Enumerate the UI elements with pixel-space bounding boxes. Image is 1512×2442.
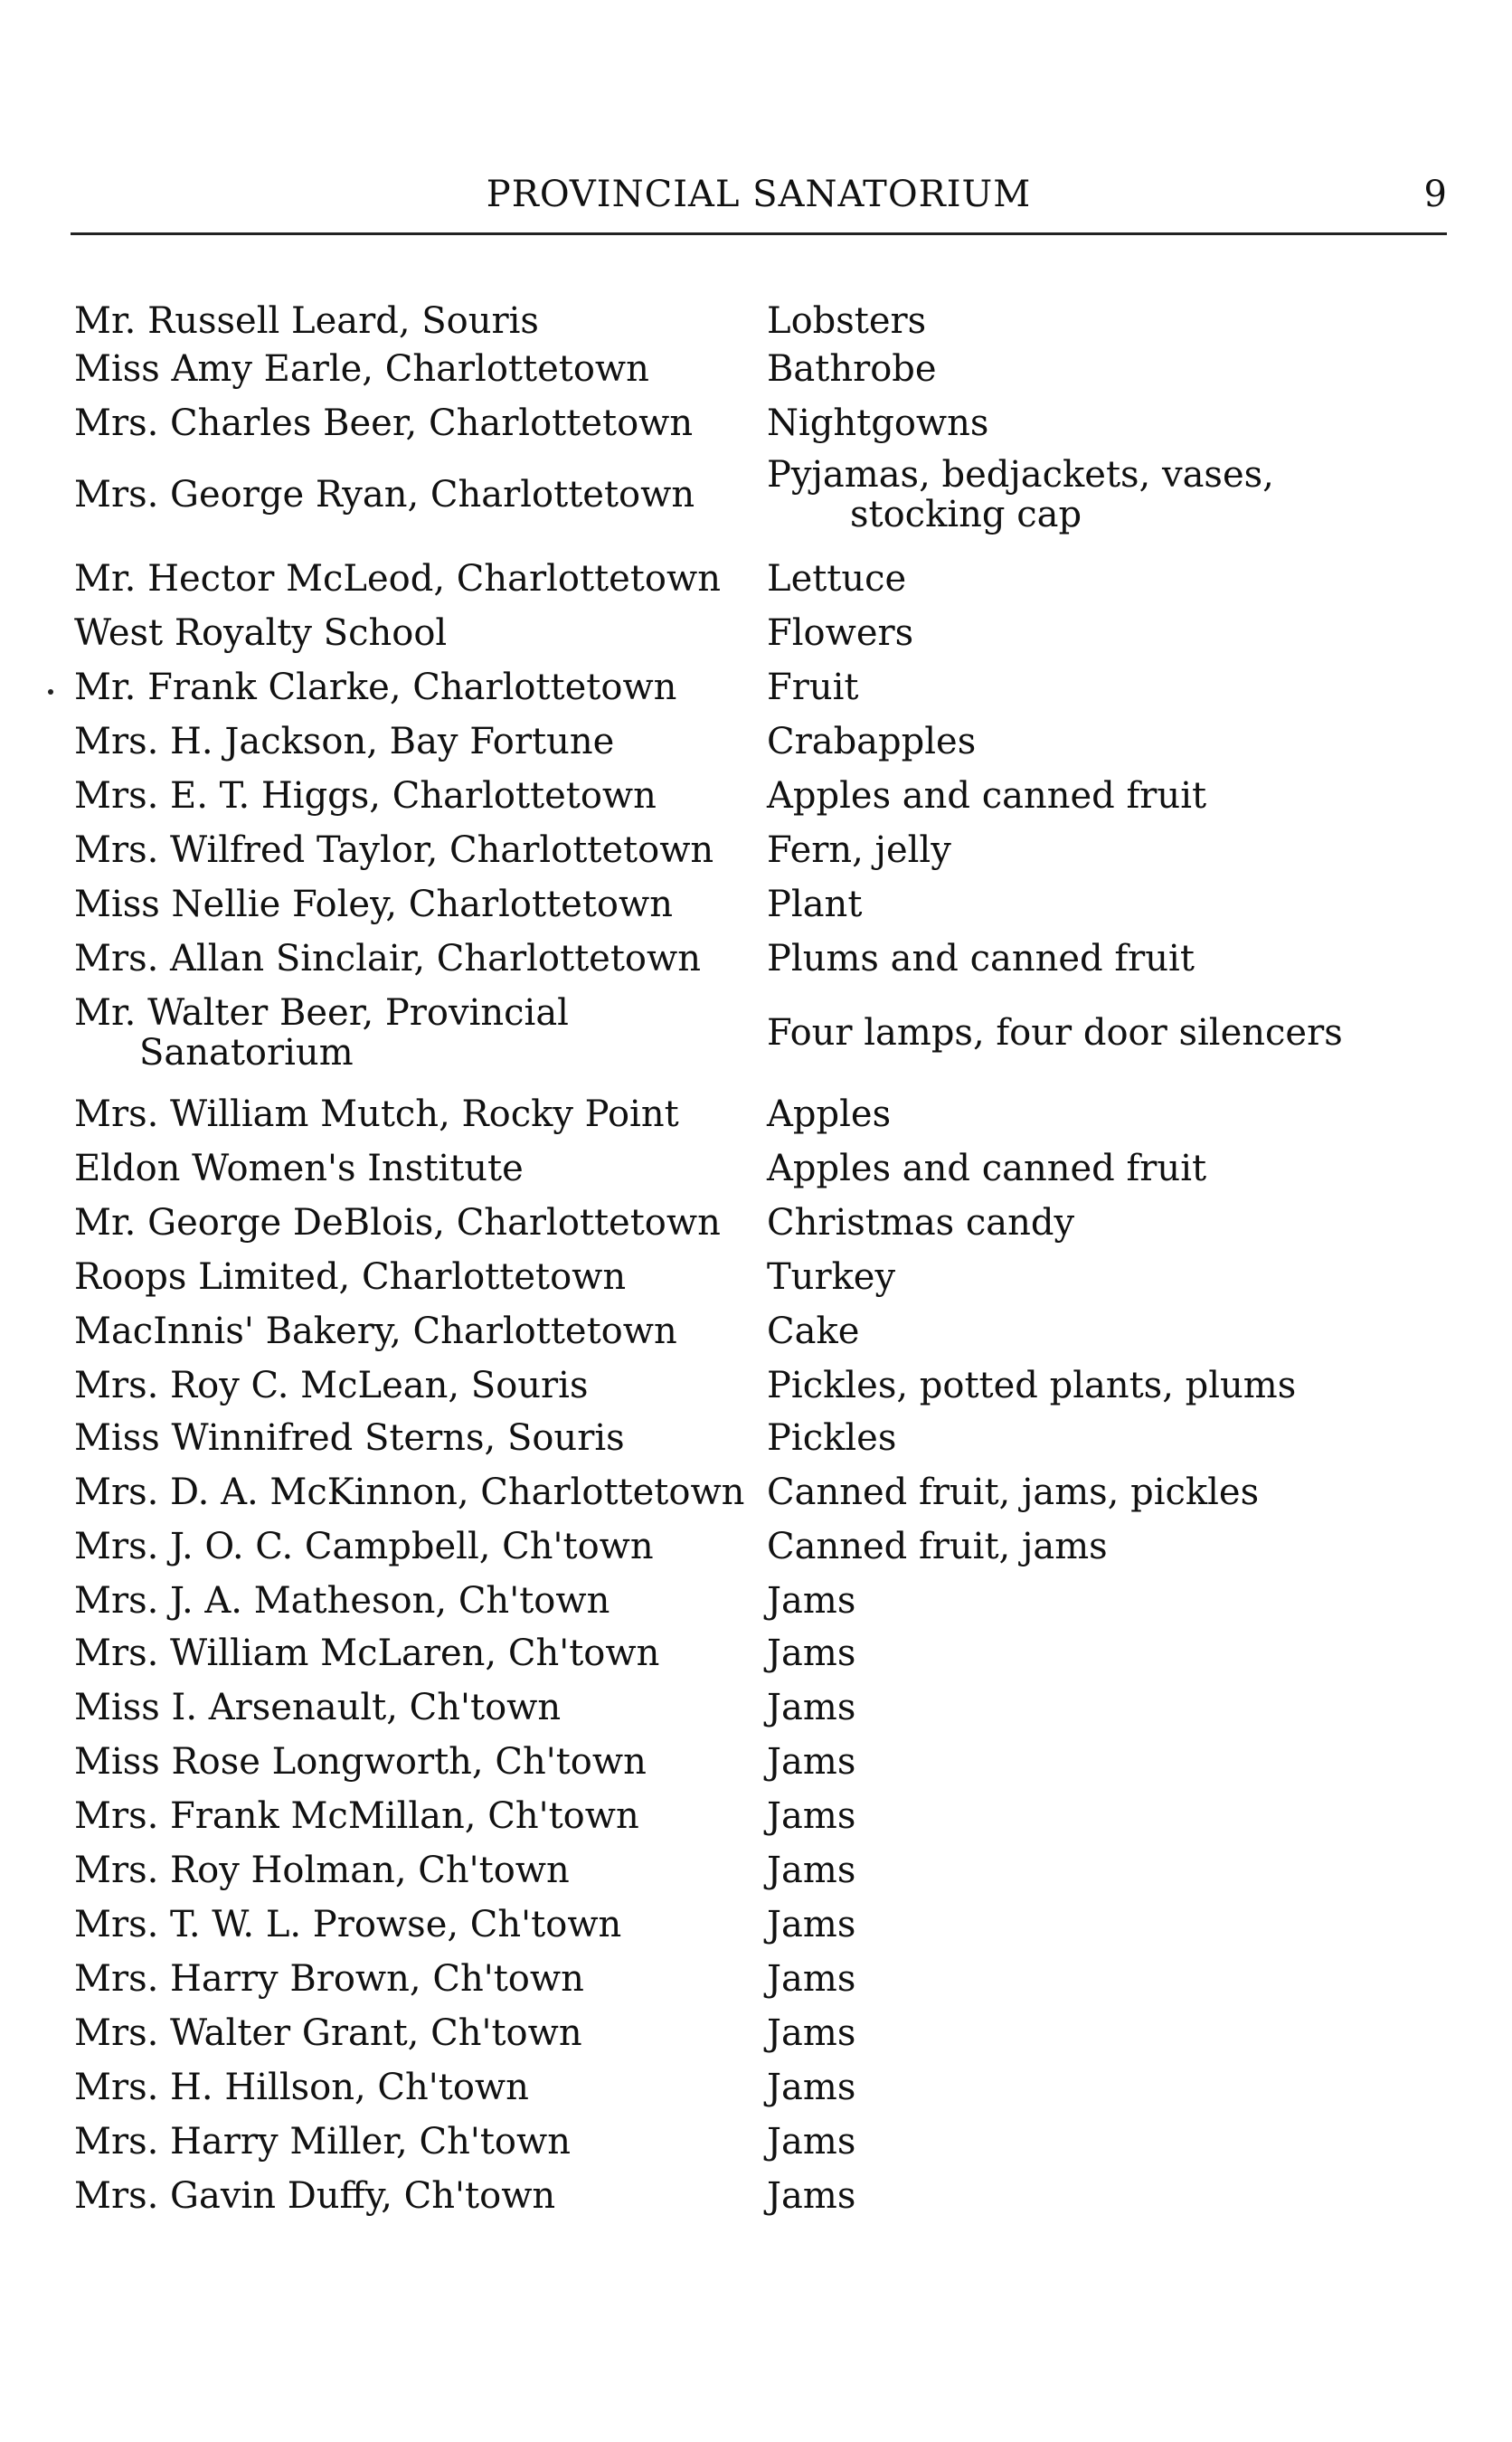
running-header bbox=[71, 174, 1447, 230]
gift-description bbox=[767, 1149, 1472, 1188]
gift-description bbox=[767, 1905, 1472, 1945]
donor-name bbox=[74, 1850, 761, 1890]
gift-line: Nightgowns bbox=[767, 402, 989, 444]
donor-name bbox=[74, 1094, 761, 1134]
donor-line: Roops Limited, Charlottetown bbox=[74, 1256, 627, 1298]
gift-line: Plant bbox=[767, 884, 863, 925]
gift-line: Pickles, potted plants, plums bbox=[767, 1365, 1297, 1406]
donor-line: Miss Winnifred Sterns, Souris bbox=[74, 1417, 625, 1459]
gift-line: Turkey bbox=[767, 1256, 896, 1298]
donor-line: Mrs. J. O. C. Campbell, Ch'town bbox=[74, 1526, 654, 1567]
gift-description bbox=[767, 939, 1472, 979]
donor-name bbox=[74, 559, 761, 599]
gift-line: Bathrobe bbox=[767, 348, 937, 390]
donor-name bbox=[74, 475, 761, 515]
gift-line: Pyjamas, bedjackets, vases, bbox=[767, 454, 1274, 496]
gift-description bbox=[767, 1959, 1472, 1999]
gift-description bbox=[767, 1311, 1472, 1351]
donor-line: Mr. Frank Clarke, Charlottetown bbox=[74, 667, 677, 708]
donor-line: Mrs. E. T. Higgs, Charlottetown bbox=[74, 775, 657, 817]
gift-line: Lobsters bbox=[767, 300, 927, 342]
gift-line: Pickles bbox=[767, 1417, 897, 1459]
page-number: 9 bbox=[1423, 174, 1447, 215]
donor-line: Miss Rose Longworth, Ch'town bbox=[74, 1741, 647, 1783]
donor-name bbox=[74, 613, 761, 653]
gift-description bbox=[767, 2122, 1472, 2162]
header-rule bbox=[71, 232, 1447, 235]
gift-line: Jams bbox=[767, 1958, 856, 2000]
donor-name bbox=[74, 1311, 761, 1351]
donor-line: Mrs. H. Hillson, Ch'town bbox=[74, 2067, 529, 2108]
gift-line: Plums and canned fruit bbox=[767, 938, 1195, 980]
gift-description bbox=[767, 1472, 1472, 1512]
donor-line: West Royalty School bbox=[74, 612, 448, 654]
gift-line: Apples and canned fruit bbox=[767, 775, 1207, 817]
donor-name bbox=[74, 1527, 761, 1566]
gift-description bbox=[767, 1366, 1472, 1406]
donor-line: Miss I. Arsenault, Ch'town bbox=[74, 1687, 562, 1728]
gift-line: Apples bbox=[767, 1093, 892, 1135]
donor-name bbox=[74, 939, 761, 979]
donor-line: Mrs. George Ryan, Charlottetown bbox=[74, 474, 695, 516]
gift-line-continued: stocking cap bbox=[850, 494, 1082, 535]
gift-description bbox=[767, 667, 1472, 707]
gift-line: Jams bbox=[767, 1687, 856, 1728]
donor-line: Mrs. Roy Holman, Ch'town bbox=[74, 1850, 570, 1891]
gift-line: Jams bbox=[767, 2012, 856, 2054]
donor-name bbox=[74, 776, 761, 816]
gift-description bbox=[767, 559, 1472, 599]
donor-line: Mr. Walter Beer, Provincial bbox=[74, 992, 569, 1034]
donor-name bbox=[74, 1959, 761, 1999]
donor-line: Miss Amy Earle, Charlottetown bbox=[74, 348, 649, 390]
donor-name bbox=[74, 2176, 761, 2216]
gift-line: Jams bbox=[767, 1633, 856, 1674]
gift-line: Jams bbox=[767, 1850, 856, 1891]
donor-line: Mrs. D. A. McKinnon, Charlottetown bbox=[74, 1472, 745, 1513]
gift-description bbox=[767, 349, 1472, 389]
donor-line: Mr. Hector McLeod, Charlottetown bbox=[74, 558, 721, 600]
donor-line: Mrs. Allan Sinclair, Charlottetown bbox=[74, 938, 701, 980]
donor-line: Mrs. Walter Grant, Ch'town bbox=[74, 2012, 582, 2054]
donor-line: Mrs. Harry Miller, Ch'town bbox=[74, 2121, 572, 2163]
donor-name bbox=[74, 2068, 761, 2107]
donor-line: Mrs. Charles Beer, Charlottetown bbox=[74, 402, 694, 444]
gift-line: Jams bbox=[767, 1795, 856, 1837]
donor-name bbox=[74, 722, 761, 762]
gift-description bbox=[767, 1527, 1472, 1566]
gift-description bbox=[767, 722, 1472, 762]
donor-line: Mrs. Harry Brown, Ch'town bbox=[74, 1958, 584, 2000]
page-title: PROVINCIAL SANATORIUM bbox=[486, 174, 1032, 215]
donor-name bbox=[74, 993, 761, 1073]
gift-description bbox=[767, 2013, 1472, 2053]
gift-line: Lettuce bbox=[767, 558, 907, 600]
donor-line: Mrs. Gavin Duffy, Ch'town bbox=[74, 2175, 556, 2217]
gift-description bbox=[767, 1418, 1472, 1458]
donor-line: Miss Nellie Foley, Charlottetown bbox=[74, 884, 673, 925]
stray-print-mark bbox=[48, 689, 53, 695]
donor-name bbox=[74, 349, 761, 389]
gift-line: Fruit bbox=[767, 667, 859, 708]
gift-description bbox=[767, 1257, 1472, 1297]
donor-line: Mr. George DeBlois, Charlottetown bbox=[74, 1202, 721, 1244]
gift-line: Christmas candy bbox=[767, 1202, 1075, 1244]
gift-line: Fern, jelly bbox=[767, 829, 951, 871]
donor-name bbox=[74, 2122, 761, 2162]
gift-line: Apples and canned fruit bbox=[767, 1148, 1207, 1189]
gift-description bbox=[767, 1742, 1472, 1782]
donor-name bbox=[74, 403, 761, 443]
gift-description bbox=[767, 1094, 1472, 1134]
gift-line: Flowers bbox=[767, 612, 914, 654]
donor-name bbox=[74, 1472, 761, 1512]
gift-description bbox=[767, 455, 1472, 535]
donor-name bbox=[74, 1203, 761, 1243]
gift-description bbox=[767, 1013, 1472, 1053]
gift-line: Jams bbox=[767, 1741, 856, 1783]
gift-description bbox=[767, 1850, 1472, 1890]
donor-line: Mrs. William McLaren, Ch'town bbox=[74, 1633, 660, 1674]
gift-line: Cake bbox=[767, 1311, 860, 1352]
gift-description bbox=[767, 301, 1472, 341]
gift-line: Jams bbox=[767, 1904, 856, 1945]
donor-name bbox=[74, 830, 761, 870]
gift-line: Canned fruit, jams bbox=[767, 1526, 1108, 1567]
gift-description bbox=[767, 776, 1472, 816]
donor-name bbox=[74, 1688, 761, 1727]
donor-line: Mrs. William Mutch, Rocky Point bbox=[74, 1093, 679, 1135]
donor-name bbox=[74, 885, 761, 924]
donor-name bbox=[74, 1149, 761, 1188]
gift-line: Jams bbox=[767, 2121, 856, 2163]
donor-name bbox=[74, 1581, 761, 1621]
gift-description bbox=[767, 1581, 1472, 1621]
donor-name bbox=[74, 1633, 761, 1673]
gift-line: Jams bbox=[767, 2067, 856, 2108]
donor-line: Mrs. T. W. L. Prowse, Ch'town bbox=[74, 1904, 622, 1945]
donor-name bbox=[74, 667, 761, 707]
donor-name bbox=[74, 1366, 761, 1406]
donor-name bbox=[74, 2013, 761, 2053]
gift-description bbox=[767, 1796, 1472, 1836]
gift-line: Canned fruit, jams, pickles bbox=[767, 1472, 1260, 1513]
gift-line: Crabapples bbox=[767, 721, 977, 762]
donor-line: MacInnis' Bakery, Charlottetown bbox=[74, 1311, 677, 1352]
gift-description bbox=[767, 403, 1472, 443]
donor-name bbox=[74, 1796, 761, 1836]
donor-name bbox=[74, 1418, 761, 1458]
gift-line: Jams bbox=[767, 1580, 856, 1622]
gift-description bbox=[767, 830, 1472, 870]
gift-description bbox=[767, 1688, 1472, 1727]
gift-description bbox=[767, 885, 1472, 924]
gift-line: Four lamps, four door silencers bbox=[767, 1012, 1343, 1054]
donor-name bbox=[74, 1905, 761, 1945]
gift-line: Jams bbox=[767, 2175, 856, 2217]
donor-line: Mr. Russell Leard, Souris bbox=[74, 300, 539, 342]
donor-line: Mrs. Roy C. McLean, Souris bbox=[74, 1365, 589, 1406]
gift-description bbox=[767, 1203, 1472, 1243]
donor-line: Eldon Women's Institute bbox=[74, 1148, 524, 1189]
donor-line: Mrs. H. Jackson, Bay Fortune bbox=[74, 721, 615, 762]
gift-description bbox=[767, 2068, 1472, 2107]
gift-description bbox=[767, 1633, 1472, 1673]
donor-name bbox=[74, 301, 761, 341]
gift-description bbox=[767, 2176, 1472, 2216]
donor-name bbox=[74, 1257, 761, 1297]
donor-name bbox=[74, 1742, 761, 1782]
gift-description bbox=[767, 613, 1472, 653]
donor-line: Mrs. J. A. Matheson, Ch'town bbox=[74, 1580, 610, 1622]
donor-line-continued: Sanatorium bbox=[139, 1032, 354, 1074]
donor-line: Mrs. Frank McMillan, Ch'town bbox=[74, 1795, 639, 1837]
donor-line: Mrs. Wilfred Taylor, Charlottetown bbox=[74, 829, 714, 871]
